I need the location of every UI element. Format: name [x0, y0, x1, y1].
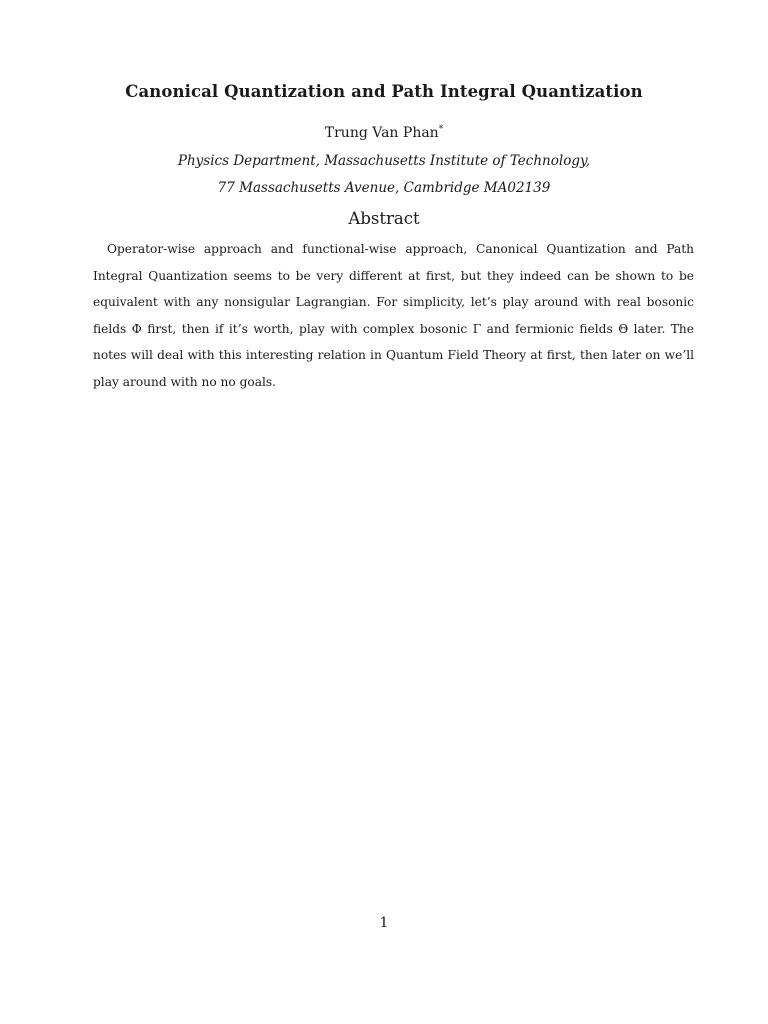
author-line — [0, 125, 768, 141]
affiliation-line-1: Physics Department, Massachusetts Institute of Technology, — [177, 153, 591, 169]
abstract-body: Operator-wise approach and functional-wise approach, Canonical Quantization and Path Integral Quantization seems to be very different at first, but they indeed can be shown to be equivalent with any nonsigular Lagrangian. For simplicity, let’s play around with real bosonic fields Φ first, then if it’s worth, play with complex bosonic Γ and fermionic fields Θ later. The notes will deal with this interesting relation in Quantum Field Theory at first, then later on we’ll play around with no no goals. — [93, 242, 694, 389]
abstract-heading: Abstract — [348, 209, 420, 228]
affiliation-line-2: 77 Massachusetts Avenue, Cambridge MA02139 — [217, 180, 551, 196]
author-footnote-mark: * — [438, 124, 444, 135]
paper-title: Canonical Quantization and Path Integral Quantization — [125, 82, 643, 101]
author-name: Trung Van Phan — [324, 125, 439, 141]
page-number: 1 — [379, 915, 389, 931]
